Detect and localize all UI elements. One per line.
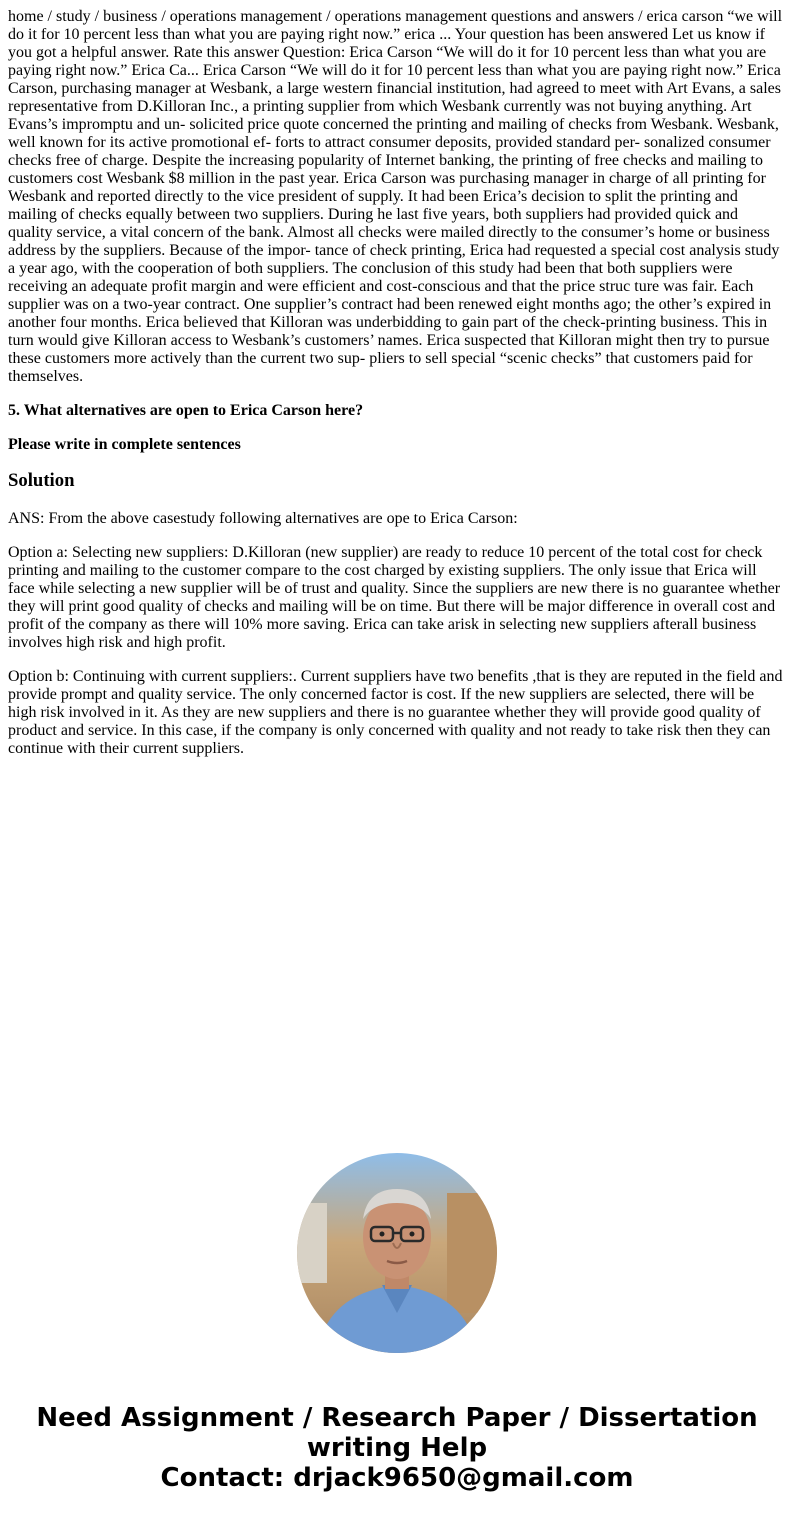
promo-line-2: writing Help [306, 1433, 488, 1463]
answer-intro: ANS: From the above casestudy following alternatives are ope to Erica Carson: [8, 510, 518, 527]
author-avatar [297, 1153, 497, 1353]
option-a-paragraph: Option a: Selecting new suppliers: D.Killoran (new supplier) are ready to reduce 10 percent of the total cost for check printing and mailing to the customer compare to the cost charged by existing suppliers. The only issue that Erica will face while selecting a new supplier will be of trust and quality. Since the suppliers are new there is no guarantee whether they will print good quality of checks and mailing will be on time. But there will be major difference in overall cost and profit of the company as there will 10% more saving. Erica can take arisk in selecting new suppliers afterall business involves high risk and high profit. [8, 544, 781, 651]
question-prompt: 5. What alternatives are open to Erica Carson here? [8, 402, 364, 419]
option-b-paragraph: Option b: Continuing with current suppliers:. Current suppliers have two benefits ,that is they are reputed in the field and provide prompt and quality service. The only concerned factor is cost. If the new suppliers are selected, there will be high risk involved in it. As they are new suppliers and there is no guarantee whether they will provide good quality of product and service. In this case, if the company is only concerned with quality and not ready to take risk then they can continue with their current suppliers. [8, 668, 783, 757]
main-content [8, 8, 786, 774]
question-text: home / study / business / operations management / operations management questions and answers / erica carson “we will do it for 10 percent less than what you are paying right now.” erica ... Your question has been answered Let us know if you got a helpful answer. Rate this answer Question: Erica Carson “We will do it for 10 percent less than what you are paying right now.” Erica Ca... Erica Carson “We will do it for 10 percent less than what you are paying right now.” Erica Carson, purchasing manager at Wesbank, a large western financial institution, had agreed to meet with Art Evans, a sales representative from D.Killoran Inc., a printing supplier from which Wesbank currently was not buying anything. Art Evans’s impromptu and un- solicited price quote concerned the printing and mailing of checks from Wesbank. Wesbank, well known for its active promotional ef- forts to attract consumer deposits, provided standard per- sonalized consumer checks free of charge. Despite the increasing popularity of Internet banking, the printing of free checks and mailing to customers cost Wesbank $8 million in the past year. Erica Carson was purchasing manager in charge of all printing for Wesbank and reported directly to the vice president of supply. It had been Erica’s decision to split the printing and mailing of checks equally between two suppliers. During he last five years, both suppliers had provided quick and quality service, a vital concern of the bank. Almost all checks were mailed directly to the consumer’s home or business address by the suppliers. Because of the impor- tance of check printing, Erica had requested a special cost analysis study a year ago, with the cooperation of both suppliers. The conclusion of this study had been that both suppliers were receiving an adequate profit margin and were efficient and cost-conscious and that the price struc ture was fair. Each supplier was on a two-year contract. One supplier’s contract had been renewed eight months ago; the other’s expired in another four months. Erica believed that Killoran was underbidding to gain part of the check-printing business. This in turn would give Killoran access to Wesbank’s customers’ names. Erica suspected that Killoran might then try to pursue these customers more actively than the current two sup- pliers to sell special “scenic checks” that customers paid for themselves. [8, 8, 783, 385]
avatar-photo-icon [297, 1153, 497, 1353]
promo-contact: Contact: drjack9650@gmail.com [160, 1463, 634, 1493]
promo-banner [0, 1403, 794, 1493]
answer-instruction: Please write in complete sentences [8, 436, 241, 453]
solution-heading: Solution [8, 470, 75, 491]
promo-line-1: Need Assignment / Research Paper / Dissertation [36, 1403, 758, 1433]
